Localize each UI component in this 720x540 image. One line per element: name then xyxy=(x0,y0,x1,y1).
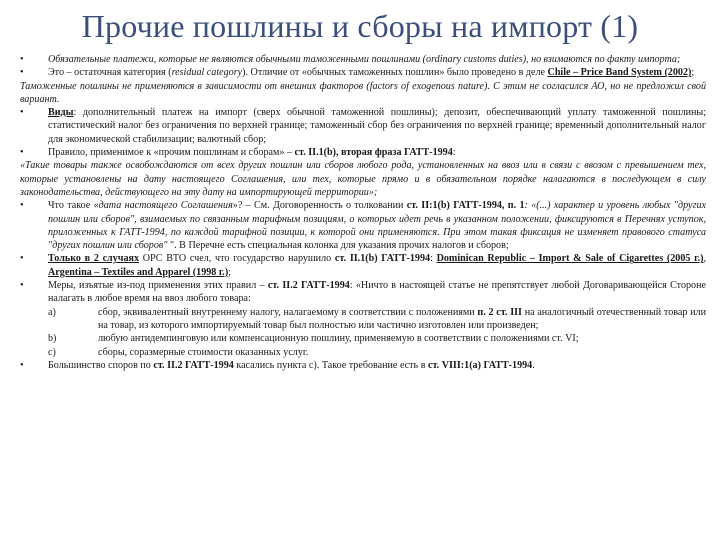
text-run: Таможенные пошлины не применяются в зависимости от внешних факторов ( xyxy=(20,80,370,92)
text-run: на аналогичный отечественный товар или на товар, из которого импортируемый товар был полностью или частично изготовлен или произведен; xyxy=(98,306,706,331)
text-run: : «(...) характер и уровень любых "других пошлин или сборов", взимаемых по связанным тарифным позициям, о которых идет речь в указанном положении, фиксируются в Перечнях уступок, приложенных к ГАТТ-1994, по каждой тарифной позиции, к которой они применяются. При этом такая фиксация не изменяет правового статуса "других пошлин или сборов" xyxy=(48,200,706,252)
text-run: : xyxy=(452,147,456,159)
sub-item-text xyxy=(98,306,706,333)
bullet-text xyxy=(48,146,706,159)
bullet-text xyxy=(48,359,706,372)
text-run: ст. II.2 ГАТТ-1994 xyxy=(153,359,234,371)
text-run: Большинство споров по xyxy=(48,359,154,371)
case-link-chile[interactable]: Chile – Price Band System (2002) xyxy=(547,67,692,79)
bullet-icon: • xyxy=(20,107,24,119)
slide-content xyxy=(20,53,706,372)
text-run: Только в 2 случаях xyxy=(48,253,140,265)
text-run: ; xyxy=(228,266,232,278)
bullet-icon: • xyxy=(20,54,24,65)
bullet-icon: • xyxy=(20,200,24,212)
quote-paragraph: «Такие товары также освобождаются от всех других пошлин или сборов любого рода, установленных на ввоз или в связи с ввозом с превышением тех, которые установлены на дату настоящего Соглашения, или тех, которые прямо и в обязательном порядке налагаются в последующем в силу законодательства, действующего на эту дату на импортирующей территории»; xyxy=(20,160,706,198)
bullet-text xyxy=(48,66,706,79)
sub-item-label: c) xyxy=(48,346,56,358)
text-run: Виды xyxy=(48,107,74,119)
case-link-dominican-republic[interactable]: Dominican Republic – Import & Sale of Cigarettes (2005 г.) xyxy=(436,253,704,265)
text-run: касались пункта с). Такое требование есть в xyxy=(233,359,428,371)
text-run: ст. II:1(b) ГАТТ-1994, п. 1 xyxy=(406,200,525,212)
text-run: любую антидемпинговую или компенсационную пошлину, применяемую в соответствии с положениями ст. VI; xyxy=(98,333,579,345)
text-run: Правило, применимое к «прочим пошлинам и сборам» – xyxy=(48,147,295,159)
bullet-text xyxy=(48,199,706,252)
page-title: Прочие пошлины и сборы на импорт (1) xyxy=(81,8,639,44)
text-run: »? – См. Договоренность о толковании xyxy=(232,200,407,212)
bullet-item-types xyxy=(20,106,706,146)
bullet-icon: • xyxy=(20,67,24,79)
sub-item-a xyxy=(20,306,706,333)
text-run: ст. II.2 ГАТТ-1994 xyxy=(267,280,350,292)
text-run: : дополнительный платеж на импорт (сверх обычной таможенной пошлины); депозит, обеспечивающий уплату таможенной пошлины; статистический налог без ограничения по верхней границе; таможенный сбор без ограничения по верхней границе; временный дополнительный налог для экономической стабилизации; валютный сбор; xyxy=(48,107,706,145)
text-run: Что такое « xyxy=(48,200,99,212)
sub-item-text xyxy=(98,332,706,345)
text-run: ст. II.1(b), вторая фраза ГАТТ-1994 xyxy=(294,147,453,159)
bullet-text xyxy=(48,106,706,146)
bullet-item-disputes xyxy=(20,359,706,372)
sub-item-label: b) xyxy=(48,333,57,345)
sub-item-label: a) xyxy=(48,306,56,318)
text-run: ". В Перечне есть специальная колонка для указания прочих налогов и сборов; xyxy=(170,240,509,252)
text-run: Обязательные платежи, которые не являются обычными таможенными пошлинами ( xyxy=(48,54,427,65)
text-run: ), но взимаются по факту импорта; xyxy=(522,54,681,65)
bullet-item-rule xyxy=(20,146,706,159)
text-run: , xyxy=(703,253,707,265)
text-run: ОРС ВТО счел, что государство нарушило xyxy=(139,253,335,265)
bullet-item-agreement-date xyxy=(20,199,706,252)
bullet-text xyxy=(48,252,706,279)
text-run: Это – остаточная категория ( xyxy=(48,67,172,79)
sub-item-b xyxy=(20,332,706,345)
bullet-item-residual-category xyxy=(20,66,706,79)
text-run: Меры, изъятые из-под применения этих правил – xyxy=(48,280,268,292)
text-run: factors of exogenous nature xyxy=(369,80,485,92)
bullet-item-exemptions xyxy=(20,279,706,306)
bullet-text xyxy=(48,53,706,66)
text-run: ordinary customs duties xyxy=(426,54,523,65)
bullet-icon: • xyxy=(20,359,24,371)
text-run: сборы, соразмерные стоимости оказанных услуг. xyxy=(98,346,309,358)
bullet-item-two-cases xyxy=(20,252,706,279)
bullet-icon: • xyxy=(20,147,24,159)
text-run: : «Ничто в настоящей статье не препятствует любой Договаривающейся Стороне налагать в любое время на ввоз любого товара: xyxy=(48,280,706,305)
bullet-icon: • xyxy=(20,253,24,265)
text-run: дата настоящего Соглашения xyxy=(98,200,233,212)
sub-item-text xyxy=(98,346,706,359)
text-run: . xyxy=(532,359,535,371)
text-run: residual category xyxy=(171,67,243,79)
text-run: п. 2 ст. III xyxy=(477,306,522,318)
bullet-icon: • xyxy=(20,280,24,292)
bullet-text xyxy=(48,279,706,306)
text-run: ). Отличие от «обычных таможенных пошлин» было проведено в деле xyxy=(242,67,548,79)
paragraph-exogenous-factors xyxy=(20,80,706,107)
bullet-item-mandatory-payments xyxy=(20,53,706,66)
text-run: : xyxy=(430,253,437,265)
text-run: ; xyxy=(691,67,695,79)
text-run: сбор, эквивалентный внутреннему налогу, налагаемому в соответствии с положениями xyxy=(98,306,478,318)
text-run: ст. II.1(b) ГАТТ-1994 xyxy=(334,253,431,265)
text-run: ). С этим не согласился АО, но не предложил свой вариант. xyxy=(20,80,706,105)
case-link-argentina[interactable]: Argentina – Textiles and Apparel (1998 г.) xyxy=(48,266,229,278)
sub-item-c xyxy=(20,346,706,359)
text-run: ст. VIII:1(a) ГАТТ-1994 xyxy=(427,359,533,371)
